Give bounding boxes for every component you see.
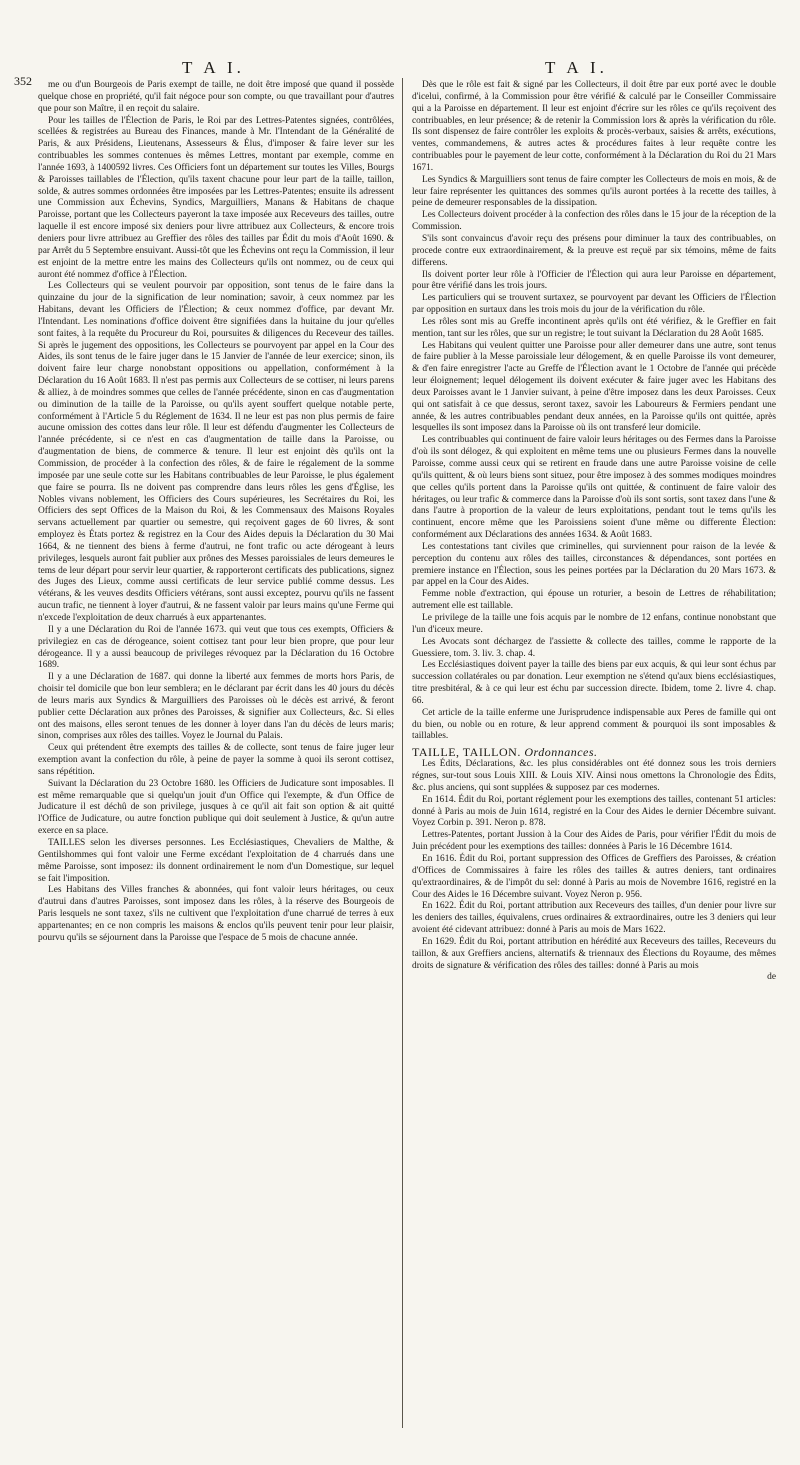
paragraph: S'ils sont convaincus d'avoir reçu des présens pour diminuer la taux des contribuables, on procede contre eux extraordinairement, & la preuve est reçuë par six témoins, même de faits differens. [412,233,776,268]
paragraph: Les Collecteurs qui se veulent pourvoir par opposition, sont tenus de le faire dans la quinzaine du jour de la signification de leur nomination; savoir, à ceux nommez par les Habitans, devant les Officiers de l'Élection; & ceux nommez d'office, par devant Mr. l'Intendant. Les nominations d'office doivent être signifiées dans la huitaine du jour qu'elles sont faites, à la requête du Procureur du Roi, poursuites & diligences du Receveur des tailles. Si après le jugement des oppositions, les Collecteurs se pourvoyent par appel en la Cour des Aides, ils sont tenus de le faire juger dans le 15 Janvier de l'année de leur exercice; sinon, ils doivent faire leur charge nonobstant oppositions ou appellation, conformément à la Déclaration du 16 Août 1683. Il n'est pas permis aux Collecteurs de se cottiser, ni leurs parens & alliez, à de moindres sommes que celles de l'année précédente, sinon en cas d'augmentation ou diminution de la taille de la Paroisse, ou qu'ils ayent souffert quelque notable perte, conformément à l'Article 5 du Réglement de 1634. Il ne leur est pas non plus permis de faire aucune omission des cottes dans leur rôle. Il leur est défendu d'augmenter les Collecteurs de l'année précédente, si ce n'est en cas d'augmentation de taille dans la Paroisse, ou d'augmentation de biens, de commerce & tenure. Il leur est enjoint dès qu'ils ont la Commission, de procéder à la confection des rôles, & de faire le régalement de la somme imposée par une seule cotte sur les Habitans contribuables de leur Paroisse, le plus également que faire se pourra. Ils ne doivent pas comprendre dans leurs rôles les gens d'Église, les Nobles vivans noblement, les Officiers des Cours supérieures, les Secrétaires du Roi, les Officiers des sept Offices de la Maison du Roi, & les Commensaux des Maisons Royales servans actuellement par quartier ou semestre, qui reçoivent gages de 60 livres, & sont employez ès États portez & registrez en la Cour des Aides depuis la Déclaration du 30 Mai 1664, & ne tiennent des biens à ferme d'autrui, ne font trafic ou acte dérogeant à leurs privileges, lesquels auront fait publier aux prônes des Messes paroissiales de leurs demeures le tems de leur départ pour servir leur quartier, & rapporteront certificats des publications, signez des Juges des Lieux, comme aussi certificats de leur service publié comme dessus. Les vétérans, & les veuves desdits Officiers vétérans, sont aussi exceptez, pourvu qu'ils ne fassent aucun trafic, ne tiennent à loyer d'autrui, & ne fassent valoir par leurs mains qu'une Ferme qui n'excede l'exploitation de deux charrués à eux appartenantes. [38,281,394,623]
paragraph: Les Collecteurs doivent procéder à la confection des rôles dans le 15 jour de la réception de la Commission. [412,210,776,233]
paragraph: Femme noble d'extraction, qui épouse un roturier, a besoin de Lettres de réhabilitation; autrement elle est taillable. [412,589,776,612]
paragraph: Les contribuables qui continuent de faire valoir leurs héritages ou des Fermes dans la Paroisse d'où ils sont délogez, & qui exploitent en même tems une ou plusieurs Fermes dans la nouvelle Paroisse, comme aussi ceux qui se retirent en fraude dans une autre Paroisse voisine de celle qu'ils quittent, & où leurs biens sont situez, pour être imposez à des sommes modiques moindres que celles qu'ils portent dans la Paroisse qu'ils ont quittée, & continuent de faire valoir des héritages, ou leur trafic & commerce dans la Paroisse d'où ils sont sortis, sont taxez dans l'une & dans l'autre à proportion de la valeur de leurs exploitations, pendant tout le tems qu'ils les continuent, encore même que les Paroissiens soient d'une même ou differente Élection: conformément aux Déclarations des années 1634. & Août 1683. [412,435,776,541]
paragraph: En 1614. Édit du Roi, portant réglement pour les exemptions des tailles, contenant 51 articles: donné à Paris au mois de Juin 1614, registré en la Cour des Aides le dernier Décembre suivant. Voyez Corbin p. 391. Neron p. 878. [412,794,776,829]
running-head-left: T A I. [182,58,245,77]
paragraph: Les particuliers qui se trouvent surtaxez, se pourvoyent par devant les Officiers de l'Élection par opposition en surtaux dans les trois mois du jour de la vérification du rôle. [412,293,776,316]
paragraph: Pour les tailles de l'Élection de Paris, le Roi par des Lettres-Patentes signées, contrôlées, scellées & registrées au Bureau des Finances, mande à Mr. l'Intendant de la Généralité de Paris, & aux Présidens, Lieutenans, Assesseurs & Élus, d'imposer & faire lever sur les contribuables les sommes contenues ès mêmes Lettres, montant par exemple, comme en l'année 1693, à 1400592 livres. Ces Officiers font un département sur toutes les Villes, Bourgs & Paroisses taillables de l'Élection, qu'ils taxent chacune pour leur part de la taille, taillon, solde, & autres sommes ordonnées être imposées par les Lettres-Patentes; ensuite ils adressent une Commission aux Échevins, Syndics, Marguilliers, Manans & Habitans de chaque Paroisse, portant que les Collecteurs payeront la taxe imposée aux Receveurs des tailles, outre laquelle il est encore imposé six deniers pour livre attribuez aux Collecteurs, & encore trois deniers pour livre attribuez au Greffier des rôles des tailles par Édit du mois d'Août 1690. & par Arrêt du 5 Septembre ensuivant. Aussi-tôt que les Échevins ont reçu la Commission, il leur est enjoint de la mettre entre les mains des Collecteurs qu'ils ont nommez, ou de ceux qui auront été nommez d'office à l'Élection. [38,115,394,280]
paragraph: Dès que le rôle est fait & signé par les Collecteurs, il doit être par eux porté avec le double d'icelui, confirmé, à la Commission pour être vérifié & calculé par le Conseiller Commissaire qui a la Paroisse en département. Il leur est enjoint d'écrire sur les rôles ce qu'ils reçoivent des contribuables, en leur présence; & de retenir la Commission lors & après la vérification du rôle. Ils sont dispensez de faire contrôler les exploits & procès-verbaux, saisies & arrêts, exécutions, ventes, commandemens, & autres actes & procédures faites à leur requête contre les contribuables pour le payement de leur cotte, conformément à la Déclaration du Roi du 21 Mars 1671. [412,80,776,173]
paragraph: En 1622. Édit du Roi, portant attribution aux Receveurs des tailles, d'un denier pour livre sur les deniers des tailles, équivalens, crues ordinaires & extraordinaires, outre les 3 deniers qui leur avoient été cidevant attribuez: donné à Paris au mois de Mars 1622. [412,901,776,936]
paragraph: Suivant la Déclaration du 23 Octobre 1680. les Officiers de Judicature sont imposables. Il est même remarquable que si quelqu'un jouit d'un Office qui l'exempte, & d'un Office de Judicature il est déchû de son privilege, jusques à ce qu'il ait fait son option & ait quitté l'Office de Judicature, ou autre fonction publique qui doit seulement à Justice, & qu'un autre exerce en sa place. [38,778,394,837]
paragraph: Le privilege de la taille une fois acquis par le nombre de 12 enfans, continue nonobstant que l'un d'iceux meure. [412,612,776,635]
paragraph: Il y a une Déclaration de 1687. qui donne la liberté aux femmes de morts hors Paris, de choisir tel domicile que bon leur semblera; en le déclarant par écrit dans les 40 jours du décès de leurs maris aux Syndics & Marguilliers des Paroisses où le décès est arrivé, & feront publier cette Déclaration aux prônes des Paroisses, & signifier aux Collecteurs, &c. Si elles ont des maisons, elles seront tenues de les donner à loyer dans l'an du décès de leurs maris; sinon, comprises aux rôles des tailles. Voyez le Journal du Palais. [38,672,394,742]
paragraph: me ou d'un Bourgeois de Paris exempt de taille, ne doit être imposé que quand il possède quelque chose en propriété, qu'il fait négoce pour son compte, ou que travaillant pour d'autres que pour son Maître, il en reçoit du salaire. [38,80,394,114]
column-divider [402,78,403,1428]
paragraph: Les Édits, Déclarations, &c. les plus considérables ont été donnez sous les trois derniers régnes, sur-tout sous Louis XIII. & Louis XIV. Ainsi nous omettons la Chronologie des Édits, &c. plus anciens, qui sont supplées & supposez par ces modernes. [412,759,776,793]
paragraph: Les contestations tant civiles que criminelles, qui surviennent pour raison de la levée & perception du contenu aux rôles des tailles, circonstances & dépendances, sont portées en premiere instance en l'Élection, sous les peines portées par la Déclaration du 20 Mars 1673. & par appel en la Cour des Aides. [412,541,776,588]
page-number: 352 [14,74,32,88]
paragraph: Les Habitans des Villes franches & abonnées, qui font valoir leurs héritages, ou ceux d'autrui dans d'autres Paroisses, sont imposez dans les rôles, à la réserve des Bourgeois de Paris lesquels ne sont taxez, s'ils ne cultivent que l'exploitation d'une charrué de terres à eux appartenantes; en ce non compris les maisons & enclos qu'ils peuvent tenir pour leur plaisir, pourvu qu'ils se séjournent dans la Paroisse que l'espace de 5 mois de chacune année. [38,885,394,943]
paragraph: En 1616. Édit du Roi, portant suppression des Offices de Greffiers des Paroisses, & création d'Offices de Commissaires à faire les rôles des tailles & autres deniers, tant ordinaires qu'extraordinaires, & de l'impôt du sel: donné à Paris au mois de Novembre 1616, registré en la Cour des Aides le 16 Décembre suivant. Voyez Neron p. 956. [412,854,776,900]
left-column [38,80,394,1430]
paragraph: Lettres-Patentes, portant Jussion à la Cour des Aides de Paris, pour vérifier l'Édit du mois de Juin précédent pour les exemptions des tailles: données à Paris le 16 Décembre 1614. [412,830,776,853]
paragraph: TAILLES selon les diverses personnes. Les Ecclésiastiques, Chevaliers de Malthe, & Gentilshommes qui font valoir une Ferme excédant l'exploitation de 4 charrués dans une même Paroisse, sont imposez: ils donnent ordinairement le nom d'un Domestique, sur lequel se fait l'imposition. [38,838,394,884]
running-head-right: T A I. [545,58,608,77]
paragraph: Les Avocats sont déchargez de l'assiette & collecte des tailles, comme le rapporte de la Guessiere, tom. 3. liv. 3. chap. 4. [412,636,776,659]
paragraph: Il y a une Déclaration du Roi de l'année 1673. qui veut que tous ces exempts, Officiers & privilegiez en cas de dérogeance, soient cottisez tant pour leur bien propre, que pour leur dérogeance. Il y a aussi beaucoup de privileges révoquez par la Déclaration du 16 Octobre 1689. [38,624,394,671]
paragraph: Les Syndics & Marguilliers sont tenus de faire compter les Collecteurs de mois en mois, & de leur faire représenter les quittances des sommes qu'ils auront portées à la recette des tailles, à peine de demeurer responsables de la dissipation. [412,174,776,209]
paragraph: Les Habitans qui veulent quitter une Paroisse pour aller demeurer dans une autre, sont tenus de faire publier à la Messe paroissiale leur délogement, & en quelle Paroisse ils vont demeurer, & d'en faire enregistrer l'acte au Greffe de l'Élection avant le 1 Octobre de l'année qui précède leur éloignement; lequel délogement ils doivent exécuter & faire juger avec les Habitans des deux Paroisses avant le 1 Janvier suivant, à peine d'être imposez dans les deux Paroisses. Ceux qui ont satisfait à ce que dessus, seront taxez, savoir les Laboureurs & Fermiers pendant une année, & les autres contribuables pendant deux années, en la Paroisse qu'ils ont quittée, après lesquelles ils sont imposez dans la Paroisse où ils ont transferé leur domicile. [412,340,776,434]
section-title: TAILLE, TAILLON. [412,745,521,760]
paragraph: Les Ecclésiastiques doivent payer la taille des biens par eux acquis, & qui leur sont échus par succession collatérales ou par donation. Leur exemption ne s'étend qu'aux biens ecclésiastiques, titre presbitéral, & à ce qui leur est échu par succession directe. Ibidem, tome 2. livre 4. chap. 66. [412,660,776,706]
paragraph: Les rôles sont mis au Greffe incontinent après qu'ils ont été vérifiez, & le Greffier en fait mention, tant sur les rôles, que sur un registre; le tout suivant la Déclaration du 28 Août 1685. [412,316,776,339]
section-subtitle: Ordonnances. [524,745,598,760]
right-column [412,80,776,1430]
paragraph: Cet article de la taille enferme une Jurisprudence indispensable aux Peres de famille qui ont du bien, ou noble ou en roture, & leur apprend comment & pourquoi ils sont imposables & taillables. [412,707,776,742]
catchword: de [767,972,776,983]
paragraph: En 1629. Édit du Roi, portant attribution en hérédité aux Receveurs des tailles, Receveurs du taillon, & aux Greffiers anciens, alternatifs & triennaux des Élections du Royaume, des mêmes droits de signature & vérification des rôles des tailles: donné à Paris au mois [412,936,776,971]
paragraph: Ceux qui prétendent être exempts des tailles & de collecte, sont tenus de faire juger leur exemption avant la confection du rôle, à peine de payer la somme à quoi ils seront cottisez, sans répétition. [38,743,394,777]
section-heading [412,745,776,759]
paragraph: Ils doivent porter leur rôle à l'Officier de l'Élection qui aura leur Paroisse en département, pour être vérifié dans les trois jours. [412,269,776,292]
